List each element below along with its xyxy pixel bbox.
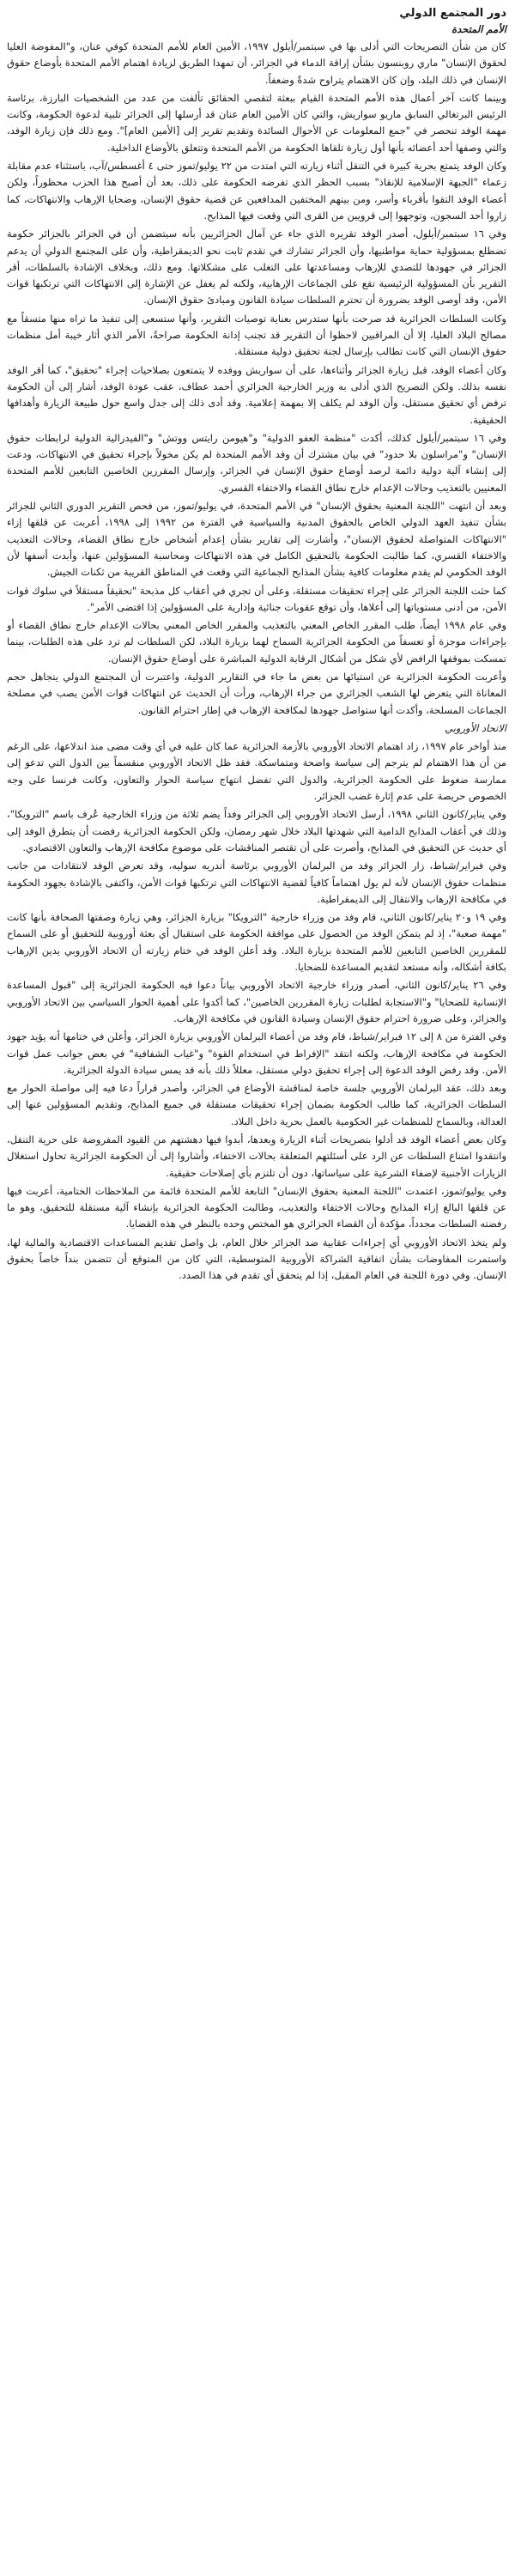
paragraph: وفي ١٦ سبتمبر/أيلول، أصدر الوفد تقريره الذي جاء عن آمال الجزائريين بأنه سيتضمن أن في الجزائر بالجزائر حكومة تضطلع بمسؤولية حماية مواطنيها، وأن الجزائر تشارك في تقدم ثابت نحو الديمقراطية، وأن على المجتمع الدولي أن يدعم الجزائر في جهودها للتصدي للإرهاب ومساعدتها على التغلب على مشكلاتها. ومع ذلك، وبخلاف الإشادة بالسلطات، أقر التقرير بأن المسؤولية الرئيسية تقع على الجماعات الإرهابية، ولكنه لم يغفل عن الإشارة إلى الانتهاكات التي ترتكبها قوات الأمن، وقد أوصى الوفد بضرورة أن تحترم السلطات سيادة القانون ومبادئ حقوق الإنسان. xyxy=(7,228,506,307)
paragraph: وكان أعضاء الوفد، قبل زيارة الجزائر وأثناءها، على أن سواريش ووفده لا يتمتعون بصلاحيات إجراء "تحقيق"، كما أقر الوفد نفسه بذلك. ولكن التصريح الذي أدلى به وزير الخارجية الجزائري أحمد عطاف، عقب عودة الوفد، أشار إلى أن الحكومة ترفض أي تحقيق مستقل، وأن الوفد لم يكلف إلا بمهمة إعلامية. وقد أدى ذلك إلى جدل واسع حول طبيعة الزيارة وأهدافها الحقيقية. xyxy=(7,363,506,426)
paragraph: وفي يوليو/تموز، اعتمدت "اللجنة المعنية بحقوق الإنسان" التابعة للأمم المتحدة قائمة من الملاحظات الختامية، أعربت فيها عن قلقها البالغ إزاء المذابح وحالات الاختفاء والتعذيب، وطالبت الحكومة الجزائرية بإنشاء آلية مستقلة للتحقيق، وهو ما رفضته السلطات مجدداً، مؤكدة أن القضاء الجزائري هو المختص وحده بالنظر في هذه القضايا. xyxy=(7,1184,506,1230)
paragraph: وفي الفترة من ٨ إلى ١٢ فبراير/شباط، قام وفد من أعضاء البرلمان الأوروبي بزيارة الجزائر، وأعلن في ختامها أنه يؤيد جهود الحكومة في مكافحة الإرهاب، ولكنه انتقد "الإفراط في استخدام القوة" و"غياب الشفافية" في بعض جوانب عمل قوات الأمن. وقد رفض الوفد الدعوة إلى إجراء تحقيق دولي مستقل، معللاً ذلك بأنه قد يمس سيادة الدولة الجزائرية. xyxy=(7,1030,506,1076)
paragraph: وفي ٢٦ يناير/كانون الثاني، أصدر وزراء خارجية الاتحاد الأوروبي بياناً دعوا فيه الحكومة الجزائرية إلى "قبول المساعدة الإنسانية للضحايا" و"الاستجابة لطلبات زيارة المقررين الخاصين"، كما أكدوا على أهمية الحوار السياسي بين الاتحاد الأوروبي والجزائر، وعلى ضرورة احترام حقوق الإنسان وسيادة القانون في مكافحة الإرهاب. xyxy=(7,979,506,1024)
paragraph: وبينما كانت آخر أعمال هذه الأمم المتحدة القيام ببعثة لتقصي الحقائق تألفت من عدد من الشخصيات البارزة، برئاسة الرئيس البرتغالي السابق ماريو سواريش، والتي كان الأمين العام عنان قد أرسلها إلى الجزائر تلبية لدعوة الحكومة، وكانت مهمة الوفد تنحصر في "جمع المعلومات عن الأحوال السائدة وتقديم تقرير إلى [الأمين العام]". ومع ذلك فإن زيارة الوفد، والتي وصفها أحد أعضائه بأنها أول زيارة تلقاها الحكومة من الأمم المتحدة وتتعلق بالأوضاع الداخلية. xyxy=(7,91,506,154)
paragraph: ولم يتخذ الاتحاد الأوروبي أي إجراءات عقابية ضد الجزائر خلال العام، بل واصل تقديم المساعدات الاقتصادية والمالية لها، واستمرت المفاوضات بشأن اتفاقية الشراكة الأوروبية المتوسطية، التي كان من المتوقع أن تتضمن بنداً خاصاً بحقوق الإنسان. وفي دورة اللجنة في العام المقبل، إذا لم يتحقق أي تقدم في هذا الصدد. xyxy=(7,1236,506,1282)
paragraph: وفي ١٦ سبتمبر/أيلول كذلك، أكدت "منظمة العفو الدولية" و"هيومن رايتس ووتش" و"الفيدرالية الدولية لرابطات حقوق الإنسان" و"مراسلون بلا حدود" في بيان مشترك أن وفد الأمم المتحدة لم يكن مخولاً بإجراء تحقيق في الانتهاكات، ودعت إلى إنشاء آلية دولية دائمة لرصد أوضاع حقوق الإنسان في الجزائر، وإرسال المقررين الخاصين التابعين للأمم المتحدة المعنيين بالتعذيب وحالات الإعدام خارج نطاق القضاء والاختفاء القسري. xyxy=(7,431,506,494)
paragraph: وكان بعض أعضاء الوفد قد أدلوا بتصريحات أثناء الزيارة وبعدها، أبدوا فيها دهشتهم من القيود المفروضة على حرية التنقل، وانتقدوا امتناع السلطات عن الرد على أسئلتهم المتعلقة بحالات الاختفاء، وأشاروا إلى أن الحكومة الجزائرية تحاول استغلال الزيارات الأجنبية لإضفاء الشرعية على سياساتها، دون أن تلتزم بأي إصلاحات حقيقية. xyxy=(7,1133,506,1179)
paragraph: منذ أواخر عام ١٩٩٧، زاد اهتمام الاتحاد الأوروبي بالأزمة الجزائرية عما كان عليه في أي وقت مضى منذ اندلاعها، على الرغم من أن هذا الاهتمام لم يترجم إلى سياسة واضحة ومتماسكة. فقد ظل الاتحاد الأوروبي منقسماً بين الدول التي تدعو إلى ممارسة ضغوط على الحكومة الجزائرية، والدول التي تفضل انتهاج سياسة الحوار والتعاون، وكانت فرنسا على وجه الخصوص حريصة على عدم إثارة غضب الجزائر. xyxy=(7,740,506,803)
section-heading: دور المجتمع الدولي xyxy=(399,7,506,20)
paragraph: كان من شأن التصريحات التي أدلى بها في سبتمبر/أيلول ١٩٩٧، الأمين العام للأمم المتحدة كوفي عنان، و"المفوضة العليا لحقوق الإنسان" ماري روبنسون بشأن إراقة الدماء في الجزائر، أن تمهدا الطريق لزيادة اهتمام الأمم المتحدة بأوضاع حقوق الإنسان في ذلك البلد، وإن كان الاهتمام يتراوح شدةً وضعفاً. xyxy=(7,40,506,86)
section-subheading: الأمم المتحدة xyxy=(451,23,506,35)
paragraph: كما حثت اللجنة الجزائر على إجراء تحقيقات مستقلة، وعلى أن تجري في أعقاب كل مذبحة "تحقيقاً مستقلاً في سلوك قوات الأمن، من أدنى مستوياتها إلى أعلاها، وأن توقع عقوبات جنائية وإدارية على المسؤولين إذا اقتضى الأمر". xyxy=(7,584,506,613)
paragraph: وأعربت الحكومة الجزائرية عن استيائها من بعض ما جاء في التقارير الدولية، واعتبرت أن المجتمع الدولي يتجاهل حجم المعاناة التي يتعرض لها الشعب الجزائري من جراء الإرهاب، ورأت أن الحديث عن انتهاكات قوات الأمن يصب في مصلحة الجماعات المسلحة، وأكدت أنها ستواصل جهودها لمكافحة الإرهاب في إطار احترام القانون. xyxy=(7,670,506,716)
paragraph: وفي فبراير/شباط، زار الجزائر وفد من البرلمان الأوروبي برئاسة أندريه سوليه، وقد تعرض الوفد لانتقادات من جانب منظمات حقوق الإنسان لأنه لم يول اهتماماً كافياً لقضية الانتهاكات التي ترتكبها قوات الأمن، واكتفى بالإشادة بجهود الحكومة في مكافحة الإرهاب والانتقال إلى الديمقراطية. xyxy=(7,860,506,905)
paragraph: وفي يناير/كانون الثاني ١٩٩٨، أرسل الاتحاد الأوروبي إلى الجزائر وفداً يضم ثلاثة من وزراء الخارجية عُرف باسم "الترويكا"، وذلك في أعقاب المذابح الدامية التي شهدتها البلاد خلال شهر رمضان، ولكن الحكومة الجزائرية رفضت أن يتطرق الوفد إلى أي حديث عن التحقيق في المذابح، وأصرت على أن تقتصر المناقشات على موضوع مكافحة الإرهاب والتعاون الاقتصادي. xyxy=(7,808,506,854)
paragraph: وكان الوفد يتمتع بحرية كبيرة في التنقل أثناء زيارته التي امتدت من ٢٢ يوليو/تموز حتى ٤ أغسطس/آب، باستثناء عدم مقابلة زعماء "الجبهة الإسلامية للإنقاذ" بسبب الحظر الذي تفرضه الحكومة على ذلك، بعد أن أصبح هذا الحزب محظوراً، ولكن أعضاء الوفد التقوا بأقرباء وأسر، ومن بينهم المختفين المدافعين عن قضية حقوق الإنسان، وضحايا الإرهاب والانتهاكات، كما زاروا أحد السجون، وتوجهوا إلى قرويين من القرى التي وقعت فيها المذابح. xyxy=(7,160,507,222)
paragraph: وبعد ذلك، عقد البرلمان الأوروبي جلسة خاصة لمناقشة الأوضاع في الجزائر، وأصدر قراراً دعا فيه إلى مواصلة الحوار مع السلطات الجزائرية، كما طالب الحكومة بضمان إجراء تحقيقات مستقلة في جميع المذابح، وتقديم المسؤولين عنها إلى العدالة، وبالسماح للمنظمات غير الحكومية بالعمل بحرية داخل البلاد. xyxy=(7,1082,506,1127)
paragraph: وفي عام ١٩٩٨ أيضاً، طلب المقرر الخاص المعني بالتعذيب والمقرر الخاص المعني بحالات الإعدام خارج نطاق القضاء أو بإجراءات موجزة أو تعسفاً من الحكومة الجزائرية السماح لهما بزيارة البلاد، لكن السلطات لم ترد على هذه الطلبات، بينما تمسكت بموقفها الرافض لأي شكل من أشكال الرقابة الدولية المباشرة على أوضاع حقوق الإنسان. xyxy=(7,619,506,665)
paragraph: وكانت السلطات الجزائرية قد صرحت بأنها ستدرس بعناية توصيات التقرير، وأنها ستسعى إلى تنفيذ ما تراه منها متسقاً مع مصالح البلاد العليا، إلا أن المراقبين لاحظوا أن التقرير قد تجنب إدانة الحكومة صراحةً، الأمر الذي أثار خيبة أمل منظمات حقوق الإنسان التي كانت تطالب بإرسال لجنة تحقيق دولية مستقلة. xyxy=(7,312,506,358)
paragraph: وبعد أن انتهت "اللجنة المعنية بحقوق الإنسان" في الأمم المتحدة، في يوليو/تموز، من فحص التقرير الدوري الثاني للجزائر بشأن تنفيذ العهد الدولي الخاص بالحقوق المدنية والسياسية في الفترة من ١٩٩٢ إلى ١٩٩٨، أعربت عن قلقها إزاء "الانتهاكات المتواصلة لحقوق الإنسان"، وأشارت إلى تقارير بشأن إعدام أشخاص خارج نطاق القضاء، وحالات التعذيب والاختفاء القسري، كما طالبت الحكومة بالتحقيق الكامل في هذه الانتهاكات ومحاسبة المسؤولين عنها، وأبدت أسفها لأن الوفد الحكومي لم يقدم معلومات كافية بشأن المذابح الجماعية التي وقعت في المناطق القريبة من ثكنات الجيش. xyxy=(7,500,507,579)
subsection-heading-eu: الاتحاد الأوروبي xyxy=(445,721,506,734)
paragraph: وفي ١٩ و٢٠ يناير/كانون الثاني، قام وفد من وزراء خارجية "الترويكا" بزيارة الجزائر، وهي زيارة وصفتها الصحافة بأنها كانت "مهمة صعبة"، إذ لم يتمكن الوفد من الحصول على موافقة الحكومة على استقبال أي بعثة أوروبية للتحقيق أو على السماح للمقررين الخاصين التابعين للأمم المتحدة بزيارة البلاد. وقد أعلن الوفد في ختام زيارته أن الاتحاد الأوروبي يدين الإرهاب بكافة أشكاله، وأنه مستعد لتقديم المساعدة للضحايا. xyxy=(7,911,506,974)
